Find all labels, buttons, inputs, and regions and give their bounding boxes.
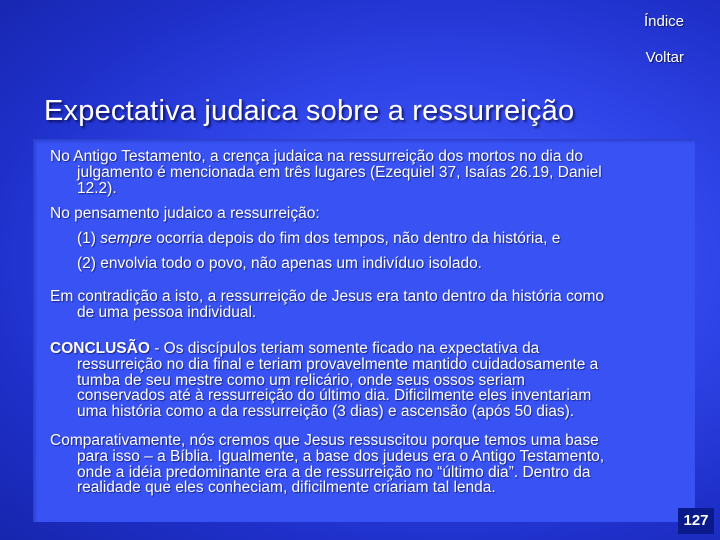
paragraph-line: 12.2).: [77, 179, 117, 197]
paragraph-line: julgamento é mencionada em três lugares (Ezequiel 37, Isaías 26.19, Daniel: [77, 163, 602, 181]
paragraph-conclusao: [50, 341, 598, 420]
paragraph-line: conservados até à ressurreição do último dia. Dificilmente eles inventariam: [77, 387, 592, 405]
paragraph-line: de uma pessoa individual.: [77, 303, 257, 321]
page-number-badge: 127: [678, 508, 714, 534]
conclusao-label: CONCLUSÃO: [50, 340, 150, 357]
paragraph-line: realidade que eles conheciam, dificilmente criariam tal lenda.: [77, 479, 496, 497]
paragraph-pensamento-judaico: [50, 206, 320, 222]
paragraph-line: Em contradição a isto, a ressurreição de Jesus era tanto dentro da história como: [50, 288, 604, 305]
list-item-text: ocorria depois do fim dos tempos, não dentro da história, e: [151, 230, 561, 247]
list-item-sempre: [77, 231, 560, 247]
paragraph-line: ressurreição no dia final e teriam provavelmente mantido cuidadosamente a: [77, 355, 599, 373]
paragraph-line: No Antigo Testamento, a crença judaica na ressurreição dos mortos no dia do: [50, 148, 584, 165]
paragraph-comparativamente: [50, 433, 604, 496]
list-item-prefix: (1): [77, 230, 101, 247]
paragraph-line: [50, 341, 598, 357]
list-item-text: (2) envolvia todo o povo, não apenas um indivíduo isolado.: [77, 255, 482, 272]
paragraph-line: onde a idéia predominante era a de ressurreição no “último dia”. Dentro da: [77, 463, 591, 481]
slide-title: Expectativa judaica sobre a ressurreição: [44, 95, 575, 127]
paragraph-line: Comparativamente, nós cremos que Jesus ressuscitou porque temos uma base: [50, 432, 599, 449]
paragraph-contradicao: [50, 289, 604, 321]
indice-button[interactable]: Índice: [643, 13, 684, 30]
paragraph-text: - Os discípulos teriam somente ficado na expectativa da: [149, 340, 540, 357]
list-item-todo-povo: [77, 256, 482, 272]
paragraph-line: para isso – a Bíblia. Igualmente, a base dos judeus era o Antigo Testamento,: [77, 447, 605, 465]
voltar-button[interactable]: Voltar: [645, 49, 684, 66]
paragraph-line: No pensamento judaico a ressurreição:: [50, 205, 320, 222]
paragraph-antigo-testamento: [50, 149, 602, 196]
paragraph-line: tumba de seu mestre como um relicário, onde seus ossos seriam: [77, 371, 525, 389]
paragraph-line: uma história como a da ressurreição (3 dias) e ascensão (após 50 dias).: [77, 403, 575, 421]
emphasis-text: sempre: [100, 230, 152, 247]
